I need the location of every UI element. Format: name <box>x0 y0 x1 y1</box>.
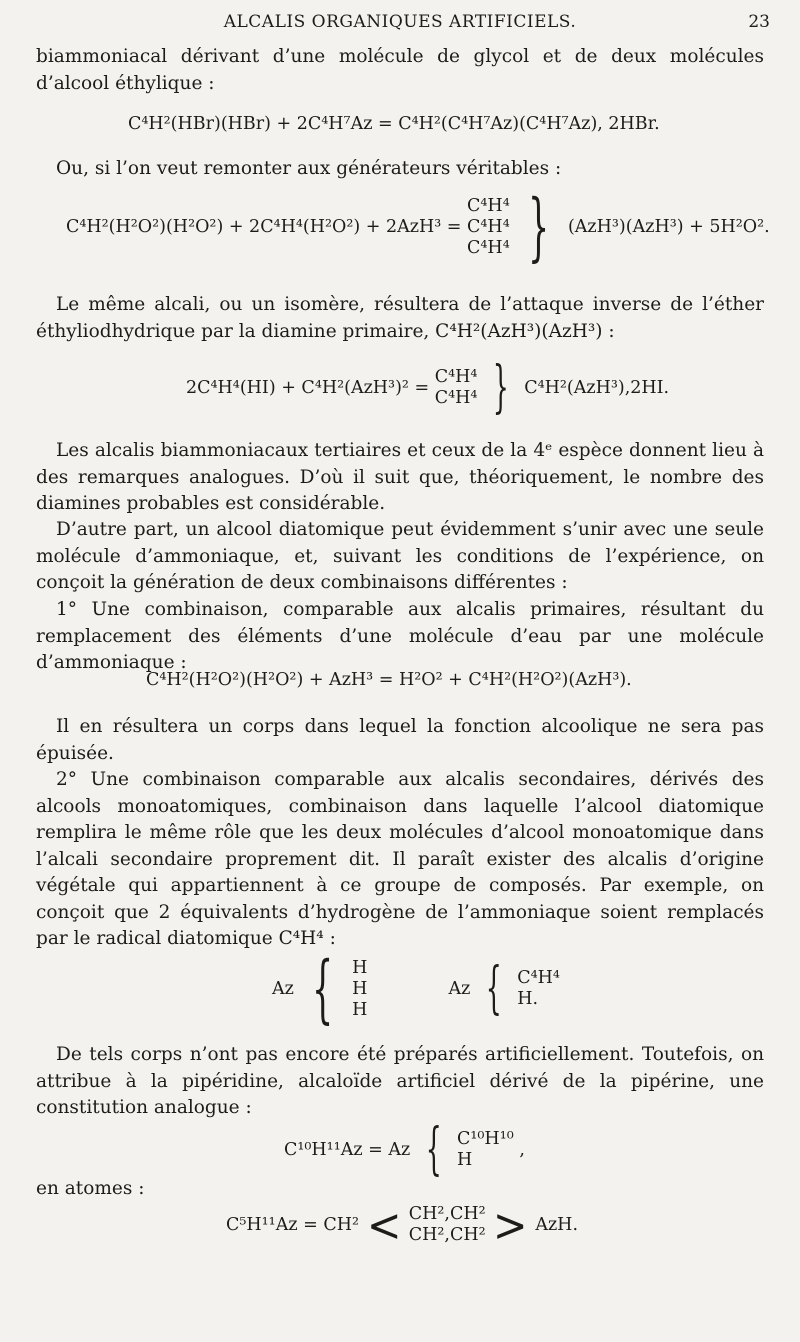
angle-close-symbol: > <box>493 1198 528 1252</box>
equation-2-right: (AzH³)(AzH³) + 5H²O². <box>567 217 770 237</box>
running-title: ALCALIS ORGANIQUES ARTIFICIELS. <box>223 12 577 32</box>
stack-term: H <box>457 1150 473 1170</box>
stack-term: C¹⁰H¹⁰ <box>457 1129 514 1149</box>
paragraph-4: Les alcalis biammoniacaux tertiaires et ceux de la 4ᵉ espèce donnent lieu à des remarques analogues. D’où il suit que, théoriquement, le nombre des diamines probables est considérable. <box>36 440 764 514</box>
equation-3-left: 2C⁴H⁴(HI) + C⁴H²(AzH³)² = <box>186 378 430 398</box>
paragraph-10: en atomes : <box>36 1178 145 1199</box>
brace-symbol: { <box>485 956 502 1021</box>
stack-term: CH²,CH² <box>408 1225 486 1245</box>
equation-7-right: AzH. <box>535 1215 579 1235</box>
equation-3-right: C⁴H²(AzH³),2HI. <box>524 378 670 398</box>
equation-5b-label: Az <box>448 979 471 999</box>
brace-symbol: } <box>528 184 550 270</box>
equation-2-stack <box>467 196 510 259</box>
equation-7 <box>226 1198 579 1252</box>
equation-1: C⁴H²(HBr)(HBr) + 2C⁴H⁷Az = C⁴H²(C⁴H⁷Az)(C⁴H⁷Az), 2HBr. <box>128 114 660 134</box>
paragraph-2: Ou, si l’on veut remonter aux générateurs véritables : <box>56 158 562 179</box>
equation-6 <box>284 1117 525 1182</box>
paragraph-1: biammoniacal dérivant d’une molécule de glycol et de deux molécules d’alcool éthylique : <box>36 46 764 94</box>
stack-term: H <box>352 999 368 1020</box>
paragraph-8: 2° Une combinaison comparable aux alcalis secondaires, dérivés des alcools monoatomiques, combinaison dans laquelle l’alcool diatomique remplira le même rôle que les deux molécules d’alcool monoatomique dans l’alcali secondaire proprement dit. Il paraît exister des alcalis d’origine végétale qui appartiennent à ce groupe de composés. Par exemple, on conçoit que 2 équivalents d’hydrogène de l’ammoniaque soient remplacés par le radical diatomique C⁴H⁴ : <box>36 769 764 949</box>
stack-term: H. <box>517 989 539 1009</box>
paragraph-6: 1° Une combinaison, comparable aux alcalis primaires, résultant du remplacement des éléments d’une molécule d’eau par une molécule d’ammoniaque : <box>36 599 764 673</box>
paragraph-3: Le même alcali, ou un isomère, résultera de l’attaque inverse de l’éther éthyliodhydrique par la diamine primaire, C⁴H²(AzH³)(AzH³) : <box>36 294 764 342</box>
equation-7-stack <box>409 1204 486 1246</box>
stack-term: C⁴H⁴ <box>467 237 510 258</box>
angle-open-symbol: < <box>366 1198 402 1252</box>
stack-term: C⁴H⁴ <box>467 216 510 237</box>
equation-6-left: C¹⁰H¹¹Az = Az <box>284 1140 411 1160</box>
equation-7-left: C⁵H¹¹Az = CH² <box>226 1215 360 1235</box>
equation-2-left: C⁴H²(H²O²)(H²O²) + 2C⁴H⁴(H²O²) + 2AzH³ = <box>66 217 462 237</box>
page-header <box>0 12 800 36</box>
paragraph-5: D’autre part, un alcool diatomique peut évidemment s’unir avec une seule molécule d’ammoniaque, et, suivant les conditions de l’expérience, on conçoit la génération de deux combinaisons différentes : <box>36 519 764 593</box>
page-number: 23 <box>748 12 770 32</box>
equation-6-stack <box>457 1129 514 1171</box>
stack-term: H <box>352 978 368 999</box>
equation-5b-stack <box>517 968 560 1010</box>
equation-5a-label: Az <box>272 979 294 999</box>
equation-6-suffix: , <box>519 1140 525 1160</box>
stack-term: C⁴H⁴ <box>517 968 560 988</box>
equation-4: C⁴H²(H²O²)(H²O²) + AzH³ = H²O² + C⁴H²(H²O²)(AzH³). <box>146 670 632 690</box>
brace-symbol: } <box>492 355 509 420</box>
stack-term: CH²,CH² <box>408 1204 486 1224</box>
paragraph-9: De tels corps n’ont pas encore été préparés artificiellement. Toutefois, on attribue à la pipéridine, alcaloïde artificiel dérivé de la pipérine, une constitution analogue : <box>36 1044 764 1118</box>
stack-term: H <box>352 957 368 978</box>
brace-symbol: { <box>312 946 334 1032</box>
stack-term: C⁴H⁴ <box>434 367 478 387</box>
brace-symbol: { <box>425 1117 442 1182</box>
equation-5a-stack <box>352 958 367 1021</box>
equation-2 <box>66 184 770 270</box>
equation-5 <box>272 946 560 1032</box>
equation-3 <box>186 355 670 420</box>
paragraph-7: Il en résultera un corps dans lequel la fonction alcoolique ne sera pas épuisée. <box>36 716 764 764</box>
stack-term: C⁴H⁴ <box>434 388 478 408</box>
stack-term: C⁴H⁴ <box>467 195 510 216</box>
equation-3-stack <box>435 367 478 409</box>
